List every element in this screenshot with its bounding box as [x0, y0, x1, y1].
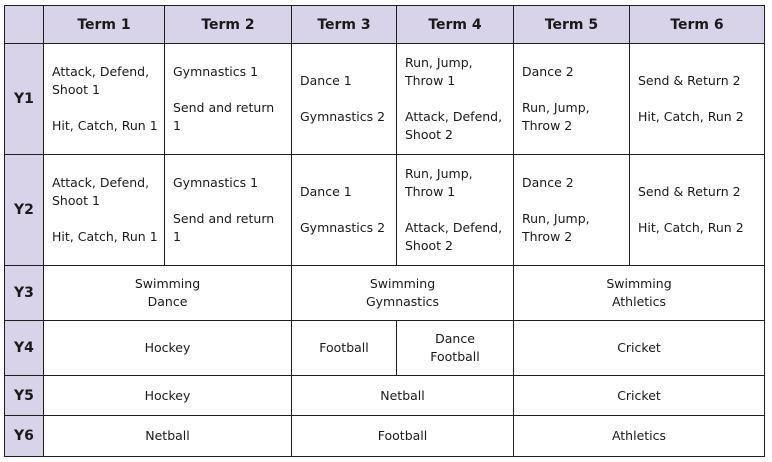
pe-curriculum-table: [4, 5, 765, 457]
activity: Football: [377, 428, 428, 443]
table-cell: [397, 44, 514, 155]
header-row: [5, 6, 765, 44]
table-cell: [514, 376, 765, 416]
activity: Gymnastics: [365, 294, 440, 309]
activity: Attack, Defend, Shoot 1: [52, 64, 150, 97]
activity: Dance 2: [522, 175, 574, 190]
table-row: [5, 321, 765, 376]
activity: Run, Jump, Throw 1: [405, 55, 473, 88]
activity: Gymnastics 2: [300, 109, 386, 124]
activity: Swimming: [134, 276, 201, 291]
activity: Swimming: [369, 276, 436, 291]
table-row: [5, 376, 765, 416]
corner-cell: [5, 6, 44, 44]
table-cell: [397, 155, 514, 266]
table-row: [5, 416, 765, 457]
activity: Dance 1: [300, 184, 352, 199]
term-header: Term 3: [292, 6, 397, 44]
year-label: Y6: [5, 416, 44, 457]
activity: Swimming: [606, 276, 672, 291]
activity: Dance: [435, 331, 475, 346]
table-cell: [165, 155, 292, 266]
activity: Gymnastics 2: [300, 220, 386, 235]
activity: Hit, Catch, Run 2: [638, 109, 744, 124]
table-cell: [292, 266, 514, 321]
activity: Cricket: [617, 387, 661, 403]
table-cell: [44, 376, 292, 416]
activity: Send & Return 2: [638, 73, 741, 88]
activity: Athletics: [611, 428, 667, 443]
table-cell: [292, 155, 397, 266]
activity: Send and return 1: [173, 211, 275, 244]
year-label: Y4: [5, 321, 44, 376]
year-label: Y3: [5, 266, 44, 321]
table-cell: [292, 44, 397, 155]
activity: Hockey: [144, 340, 191, 355]
activity: Attack, Defend, Shoot 1: [52, 175, 150, 208]
activity: Athletics: [611, 294, 667, 309]
activity: Attack, Defend, Shoot 2: [405, 109, 503, 142]
table-cell: [514, 155, 630, 266]
year-label: Y1: [5, 44, 44, 155]
table-cell: [630, 155, 765, 266]
table-cell: [44, 416, 292, 457]
table-cell: [292, 376, 514, 416]
table-cell: [44, 155, 165, 266]
activity: Hit, Catch, Run 1: [52, 229, 158, 244]
activity: Dance 1: [300, 73, 352, 88]
activity: Hit, Catch, Run 1: [52, 118, 158, 133]
table-cell: [292, 321, 397, 376]
table-cell: [630, 44, 765, 155]
activity: Netball: [380, 387, 425, 403]
activity: Send & Return 2: [638, 184, 741, 199]
activity: Netball: [145, 428, 190, 443]
term-header: Term 1: [44, 6, 165, 44]
table-cell: [44, 321, 292, 376]
activity: Dance: [147, 294, 188, 309]
table-cell: [397, 321, 514, 376]
table-row: [5, 44, 765, 155]
activity: Attack, Defend, Shoot 2: [405, 220, 503, 253]
activity: Football: [430, 349, 480, 364]
activity: Send and return 1: [173, 100, 275, 133]
year-label: Y5: [5, 376, 44, 416]
activity: Gymnastics 1: [173, 64, 259, 79]
term-header: Term 2: [165, 6, 292, 44]
activity: Hockey: [144, 387, 191, 403]
table-cell: [514, 416, 765, 457]
term-header: Term 5: [514, 6, 630, 44]
activity: Dance 2: [522, 64, 574, 79]
table-cell: [514, 321, 765, 376]
activity: Run, Jump, Throw 2: [522, 100, 590, 133]
activity: Run, Jump, Throw 2: [522, 211, 590, 244]
table-cell: [44, 266, 292, 321]
activity: Run, Jump, Throw 1: [405, 166, 473, 199]
table-cell: [514, 44, 630, 155]
term-header: Term 6: [630, 6, 765, 44]
table-cell: [292, 416, 514, 457]
table-cell: [44, 44, 165, 155]
activity: Gymnastics 1: [173, 175, 259, 190]
term-header: Term 4: [397, 6, 514, 44]
table-cell: [165, 44, 292, 155]
table-row: [5, 266, 765, 321]
year-label: Y2: [5, 155, 44, 266]
activity: Hit, Catch, Run 2: [638, 220, 744, 235]
activity: Football: [319, 340, 369, 355]
activity: Cricket: [617, 340, 661, 355]
table-row: [5, 155, 765, 266]
table-cell: [514, 266, 765, 321]
